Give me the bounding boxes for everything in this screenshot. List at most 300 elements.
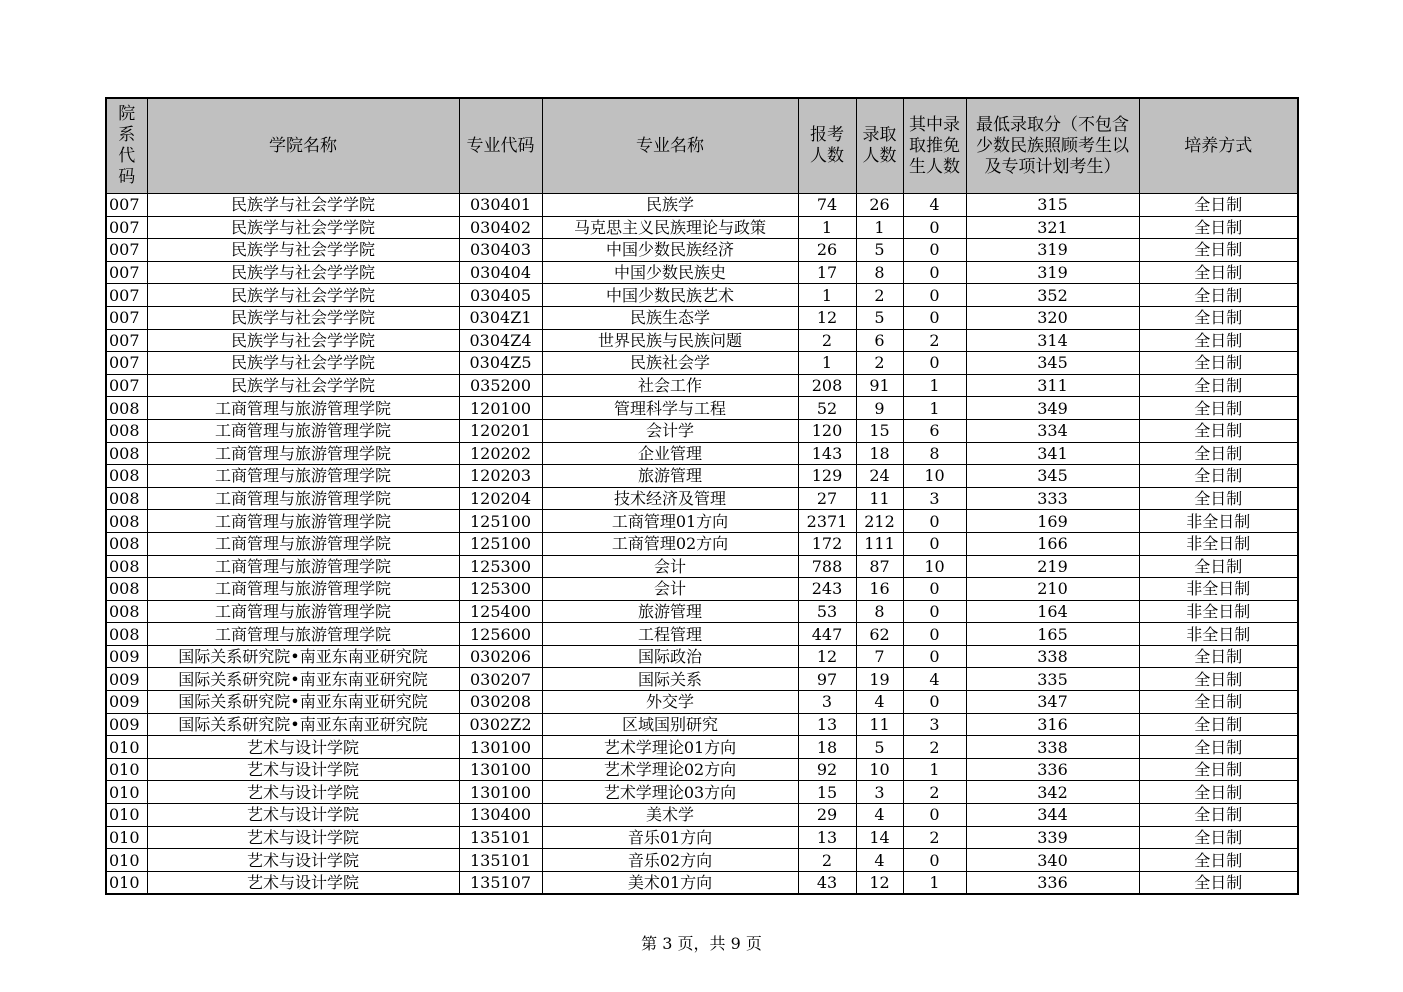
cell-study-mode: 全日制: [1139, 216, 1298, 239]
table-row: [106, 600, 1298, 623]
cell-major-code: 0304Z4: [459, 329, 542, 352]
cell-applicants: 208: [798, 374, 856, 397]
cell-study-mode: 非全日制: [1139, 600, 1298, 623]
cell-exempt: 0: [903, 645, 966, 668]
table-row: [106, 510, 1298, 533]
cell-min-score: 319: [966, 261, 1139, 284]
cell-major-name: 工程管理: [542, 623, 798, 646]
cell-admitted: 2: [856, 352, 903, 375]
cell-dept-code: 007: [106, 261, 147, 284]
cell-study-mode: 全日制: [1139, 465, 1298, 488]
cell-study-mode: 全日制: [1139, 804, 1298, 827]
cell-exempt: 10: [903, 465, 966, 488]
cell-min-score: 319: [966, 239, 1139, 262]
cell-applicants: 243: [798, 578, 856, 601]
table-row: [106, 239, 1298, 262]
cell-college-name: 艺术与设计学院: [147, 871, 459, 894]
cell-college-name: 民族学与社会学学院: [147, 374, 459, 397]
cell-applicants: 74: [798, 194, 856, 217]
table-row: [106, 849, 1298, 872]
cell-dept-code: 008: [106, 465, 147, 488]
cell-major-code: 130100: [459, 781, 542, 804]
cell-admitted: 11: [856, 487, 903, 510]
cell-exempt: 0: [903, 284, 966, 307]
cell-major-code: 120204: [459, 487, 542, 510]
cell-dept-code: 008: [106, 442, 147, 465]
table-row: [106, 713, 1298, 736]
cell-exempt: 0: [903, 261, 966, 284]
page-footer: 第 3 页，共 9 页: [641, 934, 762, 953]
cell-college-name: 民族学与社会学学院: [147, 352, 459, 375]
cell-dept-code: 008: [106, 555, 147, 578]
cell-exempt: 1: [903, 758, 966, 781]
cell-dept-code: 008: [106, 397, 147, 420]
cell-college-name: 艺术与设计学院: [147, 804, 459, 827]
cell-dept-code: 010: [106, 804, 147, 827]
cell-applicants: 53: [798, 600, 856, 623]
cell-applicants: 120: [798, 419, 856, 442]
cell-major-name: 会计: [542, 578, 798, 601]
cell-admitted: 18: [856, 442, 903, 465]
cell-exempt: 1: [903, 397, 966, 420]
cell-dept-code: 007: [106, 216, 147, 239]
cell-min-score: 338: [966, 645, 1139, 668]
cell-min-score: 352: [966, 284, 1139, 307]
cell-admitted: 5: [856, 736, 903, 759]
cell-college-name: 民族学与社会学学院: [147, 216, 459, 239]
cell-major-code: 135101: [459, 826, 542, 849]
cell-dept-code: 008: [106, 487, 147, 510]
cell-admitted: 87: [856, 555, 903, 578]
cell-college-name: 国际关系研究院•南亚东南亚研究院: [147, 713, 459, 736]
cell-college-name: 艺术与设计学院: [147, 826, 459, 849]
header-college-name: 学院名称: [147, 98, 459, 194]
cell-applicants: 52: [798, 397, 856, 420]
cell-dept-code: 007: [106, 284, 147, 307]
cell-major-code: 030404: [459, 261, 542, 284]
cell-major-code: 120203: [459, 465, 542, 488]
header-admitted: 录取人数: [856, 98, 903, 194]
cell-major-name: 民族社会学: [542, 352, 798, 375]
cell-study-mode: 非全日制: [1139, 532, 1298, 555]
cell-exempt: 6: [903, 419, 966, 442]
cell-applicants: 27: [798, 487, 856, 510]
cell-admitted: 5: [856, 306, 903, 329]
cell-exempt: 2: [903, 329, 966, 352]
cell-major-name: 美术学: [542, 804, 798, 827]
cell-admitted: 7: [856, 645, 903, 668]
cell-college-name: 民族学与社会学学院: [147, 261, 459, 284]
cell-dept-code: 009: [106, 713, 147, 736]
cell-applicants: 97: [798, 668, 856, 691]
cell-applicants: 43: [798, 871, 856, 894]
cell-admitted: 5: [856, 239, 903, 262]
cell-major-code: 125600: [459, 623, 542, 646]
admission-table: [105, 97, 1299, 895]
cell-major-code: 035200: [459, 374, 542, 397]
cell-major-name: 技术经济及管理: [542, 487, 798, 510]
cell-admitted: 10: [856, 758, 903, 781]
cell-dept-code: 008: [106, 623, 147, 646]
cell-admitted: 6: [856, 329, 903, 352]
cell-min-score: 165: [966, 623, 1139, 646]
table-row: [106, 781, 1298, 804]
cell-college-name: 艺术与设计学院: [147, 736, 459, 759]
cell-min-score: 340: [966, 849, 1139, 872]
header-row: [106, 98, 1298, 194]
cell-exempt: 0: [903, 352, 966, 375]
cell-dept-code: 009: [106, 668, 147, 691]
cell-admitted: 24: [856, 465, 903, 488]
cell-exempt: 2: [903, 736, 966, 759]
cell-min-score: 210: [966, 578, 1139, 601]
cell-major-name: 会计: [542, 555, 798, 578]
table-row: [106, 374, 1298, 397]
cell-dept-code: 010: [106, 758, 147, 781]
cell-major-code: 135107: [459, 871, 542, 894]
table-row: [106, 532, 1298, 555]
cell-study-mode: 全日制: [1139, 713, 1298, 736]
cell-min-score: 347: [966, 691, 1139, 714]
cell-exempt: 0: [903, 578, 966, 601]
cell-college-name: 国际关系研究院•南亚东南亚研究院: [147, 645, 459, 668]
cell-study-mode: 全日制: [1139, 442, 1298, 465]
cell-college-name: 工商管理与旅游管理学院: [147, 397, 459, 420]
cell-major-code: 120201: [459, 419, 542, 442]
cell-dept-code: 010: [106, 781, 147, 804]
cell-major-code: 125100: [459, 532, 542, 555]
cell-dept-code: 007: [106, 306, 147, 329]
cell-admitted: 62: [856, 623, 903, 646]
cell-min-score: 342: [966, 781, 1139, 804]
cell-major-code: 125400: [459, 600, 542, 623]
cell-admitted: 9: [856, 397, 903, 420]
cell-exempt: 0: [903, 691, 966, 714]
cell-dept-code: 008: [106, 510, 147, 533]
cell-college-name: 工商管理与旅游管理学院: [147, 465, 459, 488]
cell-major-name: 国际政治: [542, 645, 798, 668]
cell-applicants: 129: [798, 465, 856, 488]
cell-applicants: 29: [798, 804, 856, 827]
cell-major-code: 030206: [459, 645, 542, 668]
cell-applicants: 26: [798, 239, 856, 262]
cell-exempt: 2: [903, 781, 966, 804]
cell-min-score: 321: [966, 216, 1139, 239]
cell-major-code: 030207: [459, 668, 542, 691]
header-major-name: 专业名称: [542, 98, 798, 194]
cell-study-mode: 全日制: [1139, 487, 1298, 510]
cell-min-score: 333: [966, 487, 1139, 510]
cell-major-code: 125300: [459, 555, 542, 578]
cell-major-name: 中国少数民族史: [542, 261, 798, 284]
cell-college-name: 工商管理与旅游管理学院: [147, 623, 459, 646]
cell-college-name: 工商管理与旅游管理学院: [147, 555, 459, 578]
cell-dept-code: 008: [106, 532, 147, 555]
cell-applicants: 15: [798, 781, 856, 804]
cell-applicants: 17: [798, 261, 856, 284]
cell-college-name: 民族学与社会学学院: [147, 306, 459, 329]
cell-exempt: 0: [903, 510, 966, 533]
table-row: [106, 758, 1298, 781]
cell-admitted: 15: [856, 419, 903, 442]
header-min-score: 最低录取分（不包含少数民族照顾考生以及专项计划考生）: [966, 98, 1139, 194]
cell-college-name: 工商管理与旅游管理学院: [147, 442, 459, 465]
cell-dept-code: 007: [106, 239, 147, 262]
cell-exempt: 0: [903, 532, 966, 555]
table-row: [106, 194, 1298, 217]
cell-min-score: 349: [966, 397, 1139, 420]
cell-major-name: 外交学: [542, 691, 798, 714]
header-applicants: 报考人数: [798, 98, 856, 194]
cell-major-name: 世界民族与民族问题: [542, 329, 798, 352]
cell-min-score: 314: [966, 329, 1139, 352]
cell-admitted: 3: [856, 781, 903, 804]
cell-min-score: 345: [966, 352, 1139, 375]
cell-major-name: 美术01方向: [542, 871, 798, 894]
cell-admitted: 111: [856, 532, 903, 555]
cell-admitted: 212: [856, 510, 903, 533]
cell-college-name: 民族学与社会学学院: [147, 194, 459, 217]
cell-major-name: 工商管理01方向: [542, 510, 798, 533]
header-dept-code: 院系代码: [106, 98, 147, 194]
cell-exempt: 1: [903, 871, 966, 894]
cell-admitted: 8: [856, 600, 903, 623]
cell-study-mode: 全日制: [1139, 668, 1298, 691]
cell-study-mode: 全日制: [1139, 239, 1298, 262]
cell-major-name: 中国少数民族艺术: [542, 284, 798, 307]
cell-college-name: 民族学与社会学学院: [147, 284, 459, 307]
cell-major-name: 旅游管理: [542, 600, 798, 623]
cell-major-code: 130100: [459, 736, 542, 759]
cell-major-name: 旅游管理: [542, 465, 798, 488]
table-row: [106, 645, 1298, 668]
cell-exempt: 10: [903, 555, 966, 578]
cell-admitted: 8: [856, 261, 903, 284]
cell-exempt: 0: [903, 306, 966, 329]
cell-major-code: 135101: [459, 849, 542, 872]
cell-dept-code: 009: [106, 691, 147, 714]
cell-major-name: 马克思主义民族理论与政策: [542, 216, 798, 239]
cell-major-code: 030405: [459, 284, 542, 307]
cell-admitted: 91: [856, 374, 903, 397]
cell-admitted: 2: [856, 284, 903, 307]
cell-min-score: 335: [966, 668, 1139, 691]
cell-applicants: 1: [798, 216, 856, 239]
cell-min-score: 169: [966, 510, 1139, 533]
cell-study-mode: 全日制: [1139, 781, 1298, 804]
cell-major-code: 030402: [459, 216, 542, 239]
cell-study-mode: 全日制: [1139, 306, 1298, 329]
cell-dept-code: 008: [106, 600, 147, 623]
cell-dept-code: 008: [106, 419, 147, 442]
cell-applicants: 12: [798, 306, 856, 329]
cell-study-mode: 全日制: [1139, 261, 1298, 284]
cell-study-mode: 全日制: [1139, 645, 1298, 668]
cell-college-name: 民族学与社会学学院: [147, 329, 459, 352]
cell-study-mode: 全日制: [1139, 691, 1298, 714]
cell-study-mode: 非全日制: [1139, 623, 1298, 646]
cell-applicants: 447: [798, 623, 856, 646]
cell-college-name: 艺术与设计学院: [147, 849, 459, 872]
cell-admitted: 19: [856, 668, 903, 691]
table-row: [106, 804, 1298, 827]
cell-applicants: 92: [798, 758, 856, 781]
cell-major-code: 030208: [459, 691, 542, 714]
cell-dept-code: 007: [106, 352, 147, 375]
cell-min-score: 339: [966, 826, 1139, 849]
cell-major-name: 国际关系: [542, 668, 798, 691]
table-row: [106, 442, 1298, 465]
table-row: [106, 736, 1298, 759]
cell-college-name: 国际关系研究院•南亚东南亚研究院: [147, 691, 459, 714]
cell-applicants: 1: [798, 284, 856, 307]
cell-dept-code: 007: [106, 329, 147, 352]
cell-admitted: 4: [856, 691, 903, 714]
table-row: [106, 284, 1298, 307]
cell-applicants: 18: [798, 736, 856, 759]
table-row: [106, 691, 1298, 714]
cell-min-score: 311: [966, 374, 1139, 397]
cell-major-name: 企业管理: [542, 442, 798, 465]
table-row: [106, 306, 1298, 329]
cell-major-code: 120202: [459, 442, 542, 465]
header-major-code: 专业代码: [459, 98, 542, 194]
cell-study-mode: 非全日制: [1139, 578, 1298, 601]
cell-min-score: 336: [966, 871, 1139, 894]
table-row: [106, 419, 1298, 442]
cell-college-name: 国际关系研究院•南亚东南亚研究院: [147, 668, 459, 691]
cell-college-name: 艺术与设计学院: [147, 781, 459, 804]
cell-dept-code: 008: [106, 578, 147, 601]
cell-major-code: 130100: [459, 758, 542, 781]
cell-study-mode: 全日制: [1139, 194, 1298, 217]
cell-major-name: 艺术学理论02方向: [542, 758, 798, 781]
cell-major-name: 会计学: [542, 419, 798, 442]
table-row: [106, 465, 1298, 488]
cell-exempt: 3: [903, 487, 966, 510]
cell-college-name: 工商管理与旅游管理学院: [147, 510, 459, 533]
cell-applicants: 12: [798, 645, 856, 668]
cell-admitted: 12: [856, 871, 903, 894]
cell-major-code: 0302Z2: [459, 713, 542, 736]
cell-exempt: 0: [903, 216, 966, 239]
table-row: [106, 871, 1298, 894]
cell-min-score: 166: [966, 532, 1139, 555]
cell-major-name: 区域国别研究: [542, 713, 798, 736]
table-row: [106, 397, 1298, 420]
cell-min-score: 345: [966, 465, 1139, 488]
cell-dept-code: 010: [106, 849, 147, 872]
cell-study-mode: 全日制: [1139, 555, 1298, 578]
cell-admitted: 16: [856, 578, 903, 601]
table-row: [106, 555, 1298, 578]
cell-exempt: 2: [903, 826, 966, 849]
cell-min-score: 336: [966, 758, 1139, 781]
table-row: [106, 623, 1298, 646]
cell-applicants: 2371: [798, 510, 856, 533]
cell-admitted: 1: [856, 216, 903, 239]
cell-major-name: 管理科学与工程: [542, 397, 798, 420]
header-exempt: 其中录取推免生人数: [903, 98, 966, 194]
table-row: [106, 329, 1298, 352]
cell-admitted: 26: [856, 194, 903, 217]
table-row: [106, 261, 1298, 284]
cell-study-mode: 全日制: [1139, 736, 1298, 759]
cell-major-code: 0304Z1: [459, 306, 542, 329]
cell-min-score: 316: [966, 713, 1139, 736]
cell-exempt: 0: [903, 239, 966, 262]
table-row: [106, 826, 1298, 849]
cell-major-code: 120100: [459, 397, 542, 420]
cell-study-mode: 全日制: [1139, 871, 1298, 894]
cell-dept-code: 009: [106, 645, 147, 668]
table-body: [106, 194, 1298, 895]
cell-exempt: 0: [903, 849, 966, 872]
header-study-mode: 培养方式: [1139, 98, 1298, 194]
cell-dept-code: 010: [106, 826, 147, 849]
cell-college-name: 工商管理与旅游管理学院: [147, 419, 459, 442]
cell-applicants: 3: [798, 691, 856, 714]
cell-study-mode: 全日制: [1139, 352, 1298, 375]
cell-major-name: 民族生态学: [542, 306, 798, 329]
cell-major-name: 社会工作: [542, 374, 798, 397]
cell-exempt: 0: [903, 623, 966, 646]
cell-study-mode: 全日制: [1139, 397, 1298, 420]
cell-admitted: 11: [856, 713, 903, 736]
cell-major-name: 艺术学理论01方向: [542, 736, 798, 759]
cell-college-name: 工商管理与旅游管理学院: [147, 532, 459, 555]
cell-min-score: 338: [966, 736, 1139, 759]
cell-major-code: 030403: [459, 239, 542, 262]
cell-admitted: 14: [856, 826, 903, 849]
cell-study-mode: 全日制: [1139, 419, 1298, 442]
table-row: [106, 216, 1298, 239]
cell-min-score: 320: [966, 306, 1139, 329]
cell-major-name: 工商管理02方向: [542, 532, 798, 555]
cell-study-mode: 全日制: [1139, 284, 1298, 307]
cell-applicants: 13: [798, 713, 856, 736]
cell-min-score: 164: [966, 600, 1139, 623]
cell-major-name: 音乐01方向: [542, 826, 798, 849]
cell-major-name: 音乐02方向: [542, 849, 798, 872]
cell-college-name: 工商管理与旅游管理学院: [147, 600, 459, 623]
cell-applicants: 13: [798, 826, 856, 849]
cell-college-name: 工商管理与旅游管理学院: [147, 578, 459, 601]
cell-exempt: 8: [903, 442, 966, 465]
cell-major-name: 民族学: [542, 194, 798, 217]
cell-study-mode: 全日制: [1139, 849, 1298, 872]
cell-exempt: 4: [903, 668, 966, 691]
cell-exempt: 4: [903, 194, 966, 217]
cell-applicants: 1: [798, 352, 856, 375]
table-row: [106, 578, 1298, 601]
cell-admitted: 4: [856, 849, 903, 872]
cell-exempt: 0: [903, 600, 966, 623]
cell-applicants: 788: [798, 555, 856, 578]
cell-exempt: 3: [903, 713, 966, 736]
cell-exempt: 1: [903, 374, 966, 397]
cell-applicants: 2: [798, 849, 856, 872]
cell-dept-code: 010: [106, 736, 147, 759]
cell-exempt: 0: [903, 804, 966, 827]
cell-college-name: 艺术与设计学院: [147, 758, 459, 781]
cell-min-score: 219: [966, 555, 1139, 578]
table-row: [106, 487, 1298, 510]
cell-min-score: 344: [966, 804, 1139, 827]
cell-major-name: 中国少数民族经济: [542, 239, 798, 262]
cell-major-code: 125100: [459, 510, 542, 533]
cell-major-code: 0304Z5: [459, 352, 542, 375]
